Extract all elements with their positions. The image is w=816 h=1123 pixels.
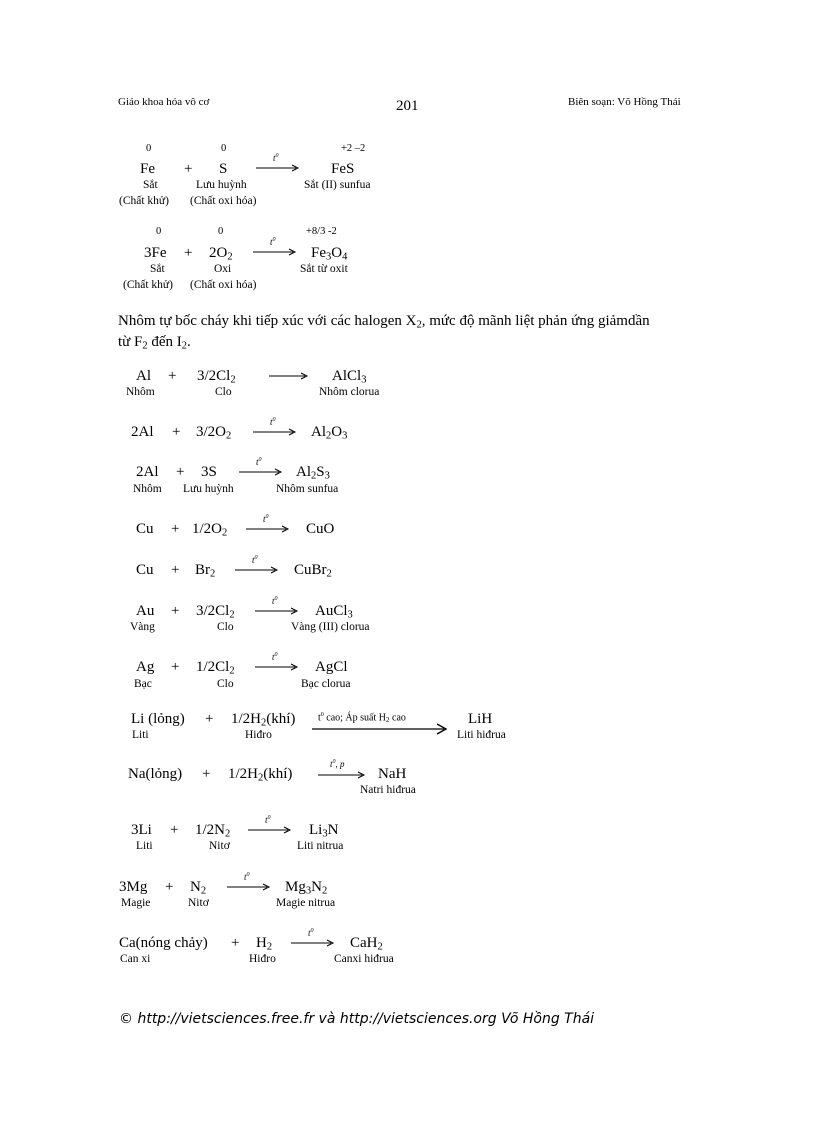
- plus: +: [231, 935, 240, 951]
- label-al: Nhôm: [133, 483, 162, 495]
- plus: +: [171, 659, 180, 675]
- label-ca: Can xi: [120, 953, 151, 965]
- cond-lih: $t^0$ cao; Áp suất $H_2$ cao: [318, 712, 406, 725]
- label-alcl3: Nhôm clorua: [319, 386, 380, 398]
- term-2o2: $2O_2$: [209, 245, 233, 263]
- header-right: Biên soạn: Võ Hồng Thái: [568, 96, 681, 108]
- label-n2: Nitơ: [209, 840, 230, 852]
- cond-t: $t^0$: [272, 596, 278, 606]
- term-n2: $1/2N_2$: [195, 822, 231, 840]
- term-cuo: CuO: [306, 521, 335, 537]
- term-cl2: $1/2Cl_2$: [196, 659, 235, 677]
- ox-fes: +2 –2: [341, 143, 366, 154]
- cond-t: $t^0$: [270, 417, 276, 427]
- role-reducer: (Chất khử): [119, 195, 169, 207]
- label-nah: Natri hiđrua: [360, 784, 416, 796]
- label-oxi: Oxi: [214, 263, 232, 275]
- reaction-arrow: [318, 770, 366, 780]
- term-mg3n2: $Mg_3N_2$: [285, 879, 328, 897]
- label-s: Lưu huỳnh: [183, 483, 234, 495]
- term-cubr2: CuBr$_2$: [294, 562, 332, 580]
- reaction-arrow: [255, 606, 299, 616]
- ox-o2: 0: [218, 226, 224, 237]
- term-h2: $1/2H_2(khí)$: [228, 766, 293, 784]
- term-cu: Cu: [136, 521, 154, 537]
- term-3fe: 3Fe: [144, 245, 167, 261]
- cond-t: $t^0$: [265, 815, 271, 825]
- term-al2s3: $Al_2S_3$: [296, 464, 330, 482]
- term-h2: $H_2$: [256, 935, 273, 953]
- cond-t: $t^0$: [308, 928, 314, 938]
- footer-credits: © http://vietsciences.free.fr và http://vietsciences.org Võ Hồng Thái: [119, 1011, 595, 1027]
- label-ag: Bạc: [134, 678, 152, 690]
- term-aucl3: AuCl$_3$: [315, 603, 353, 621]
- label-fe: Sắt: [143, 179, 158, 191]
- term-cah2: CaH$_2$: [350, 935, 383, 953]
- paragraph-halogen: Nhôm tự bốc cháy khi tiếp xúc với các halogen $X_2$, mức độ mãnh liệt phản ứng giảmdần từ $F_2$ đến $I_2$.: [118, 313, 650, 352]
- term-lih: LiH: [468, 711, 493, 727]
- reaction-arrow: [291, 938, 335, 948]
- plus: +: [202, 766, 211, 782]
- plus: +: [184, 161, 193, 177]
- label-mg: Magie: [121, 897, 151, 909]
- reaction-arrow: [239, 467, 283, 477]
- label-h2: Hiđro: [249, 953, 276, 965]
- ox-s: 0: [221, 143, 227, 154]
- reaction-arrow: [269, 371, 309, 381]
- reaction-arrow: [255, 662, 299, 672]
- cond-t: $t^0$: [256, 457, 262, 467]
- term-2al: 2Al: [136, 464, 159, 480]
- term-ag: Ag: [136, 659, 155, 675]
- term-ca: Ca(nóng chảy): [119, 935, 208, 951]
- ox-fe: 0: [146, 143, 152, 154]
- label-li3n: Liti nitrua: [297, 840, 344, 852]
- term-al2o3: $Al_2O_3$: [311, 424, 348, 442]
- role-oxidizer: (Chất oxi hóa): [190, 279, 257, 291]
- label-li: Liti: [132, 729, 149, 741]
- ox-fe: 0: [156, 226, 162, 237]
- label-li: Liti: [136, 840, 153, 852]
- plus: +: [172, 424, 181, 440]
- label-cah2: Canxi hiđrua: [334, 953, 394, 965]
- term-cl2: $3/2Cl_2$: [197, 368, 236, 386]
- role-reducer: (Chất khử): [123, 279, 173, 291]
- reaction-arrow: [227, 882, 271, 892]
- term-br2: $Br_2$: [195, 562, 216, 580]
- label-clo: Clo: [217, 621, 234, 633]
- reaction-arrow: [248, 825, 292, 835]
- term-alcl3: AlCl$_3$: [332, 368, 367, 386]
- term-o2: $3/2O_2$: [196, 424, 232, 442]
- label-s: Lưu huỳnh: [196, 179, 247, 191]
- cond-t: $t^0$: [270, 237, 276, 247]
- cond-t: $t^0$: [273, 153, 279, 163]
- label-clo: Clo: [217, 678, 234, 690]
- label-clo: Clo: [215, 386, 232, 398]
- term-2al: 2Al: [131, 424, 154, 440]
- term-li3n: $Li_3N$: [309, 822, 339, 840]
- plus: +: [171, 603, 180, 619]
- label-n2: Nitơ: [188, 897, 209, 909]
- label-fe3o4: Sắt từ oxit: [300, 263, 348, 275]
- label-au: Vàng: [130, 621, 155, 633]
- cond-t: $t^0$: [263, 514, 269, 524]
- reaction-arrow: [312, 723, 448, 735]
- term-o2: $1/2O_2$: [192, 521, 228, 539]
- label-fes: Sắt (II) sunfua: [304, 179, 371, 191]
- reaction-arrow: [246, 524, 290, 534]
- term-li: Li (lỏng): [131, 711, 185, 727]
- label-aucl3: Vàng (III) clorua: [291, 621, 370, 633]
- term-fe: Fe: [140, 161, 155, 177]
- cond-t: $t^0$: [252, 555, 258, 565]
- plus: +: [205, 711, 214, 727]
- term-fe3o4: $Fe_3O_4$: [311, 245, 348, 263]
- term-3mg: 3Mg: [119, 879, 148, 895]
- term-agcl: AgCl: [315, 659, 348, 675]
- reaction-arrow: [253, 247, 297, 257]
- label-mg3n2: Magie nitrua: [276, 897, 336, 909]
- reaction-arrow: [253, 427, 297, 437]
- header-left: Giáo khoa hóa vô cơ: [118, 96, 210, 108]
- ox-fe3o4: +8/3 -2: [306, 226, 337, 237]
- page-number: 201: [396, 98, 419, 114]
- plus: +: [170, 822, 179, 838]
- plus: +: [168, 368, 177, 384]
- label-h2: Hiđro: [245, 729, 272, 741]
- label-al: Nhôm: [126, 386, 155, 398]
- label-fe: Sắt: [150, 263, 165, 275]
- reaction-arrow: [256, 163, 300, 173]
- reaction-arrow: [235, 565, 279, 575]
- cond-t: $t^0$: [244, 872, 250, 882]
- term-n2: $N_2$: [190, 879, 207, 897]
- cond-tp: $t^0$, p: [330, 759, 345, 769]
- plus: +: [184, 245, 193, 261]
- term-cu: Cu: [136, 562, 154, 578]
- term-3li: 3Li: [131, 822, 152, 838]
- term-s: S: [219, 161, 228, 177]
- plus: +: [171, 562, 180, 578]
- term-cl2: $3/2Cl_2$: [196, 603, 235, 621]
- term-3s: 3S: [201, 464, 217, 480]
- cond-t: $t^0$: [272, 652, 278, 662]
- label-al2s3: Nhôm sunfua: [276, 483, 339, 495]
- term-na: Na(lỏng): [128, 766, 183, 782]
- plus: +: [165, 879, 174, 895]
- plus: +: [171, 521, 180, 537]
- term-nah: NaH: [378, 766, 407, 782]
- plus: +: [176, 464, 185, 480]
- term-fes: FeS: [331, 161, 355, 177]
- term-h2: $1/2H_2(khí)$: [231, 711, 296, 729]
- role-oxidizer: (Chất oxi hóa): [190, 195, 257, 207]
- term-au: Au: [136, 603, 155, 619]
- term-al: Al: [136, 368, 151, 384]
- label-agcl: Bạc clorua: [301, 678, 351, 690]
- label-lih: Liti hiđrua: [457, 729, 506, 741]
